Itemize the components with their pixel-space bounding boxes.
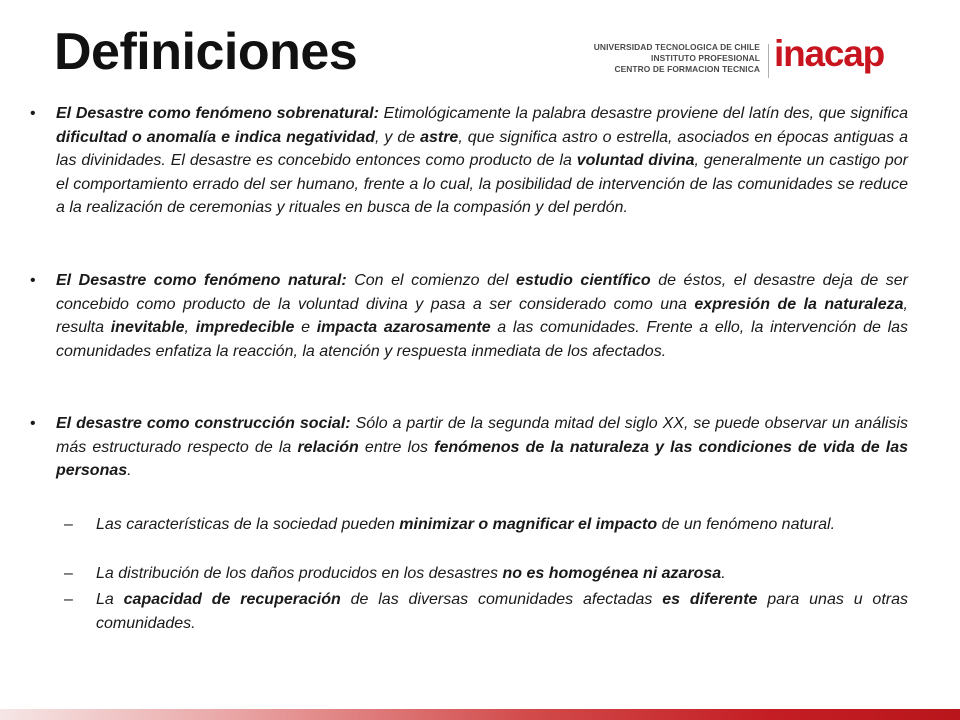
sub-bullet-marker: – <box>64 516 73 533</box>
inacap-brand-logo: inacap <box>774 33 885 74</box>
logo-divider <box>768 44 769 78</box>
page-title: Definiciones <box>54 23 358 81</box>
bullet-marker: • <box>30 105 36 122</box>
university-name-block <box>592 42 760 74</box>
bullet-paragraph: El Desastre como fenómeno natural: Con el comienzo del estudio científico de éstos, el desastre deja de ser concebido como producto de la voluntad divina y pasa a ser considerado como una expresión de la naturaleza, resulta inevitable, impredecible e impacta azarosamente a las comunidades. Frente a ello, la intervención de las comunidades enfatiza la reacción, la atención y respuesta inmediata de los afectados. <box>56 272 909 360</box>
bullet-marker: • <box>30 272 36 289</box>
sub-bullet-paragraph: La capacidad de recuperación de las diversas comunidades afectadas es diferente para unas u otras comunidades. <box>96 591 909 632</box>
sub-bullet-paragraph: Las características de la sociedad pueden minimizar o magnificar el impacto de un fenómeno natural. <box>96 516 836 533</box>
bullet-paragraph: El desastre como construcción social: Sólo a partir de la segunda mitad del siglo XX, se puede observar un análisis más estructurado respecto de la relación entre los fenómenos de la naturaleza y las condiciones de vida de las personas. <box>56 415 908 479</box>
sub-bullet-marker: – <box>64 565 73 582</box>
university-line: CENTRO DE FORMACION TECNICA <box>614 63 760 74</box>
university-line: UNIVERSIDAD TECNOLOGICA DE CHILE <box>593 42 760 52</box>
university-line: INSTITUTO PROFESIONAL <box>651 52 760 63</box>
bullet-paragraph: El Desastre como fenómeno sobrenatural: Etimológicamente la palabra desastre proviene del latín des, que significa dificultad o anomalía e indica negatividad, y de astre, que significa astro o estrella, asociados en épocas antiguas a las divinidades. El desastre es concebido entonces como producto de la voluntad divina, generalmente un castigo por el comportamiento errado del ser humano, frente a lo cual, la posibilidad de intervención de las comunidades se reduce a la realización de ceremonias y rituales en busca de la compasión y del perdón. <box>56 105 909 216</box>
sub-bullet-paragraph: La distribución de los daños producidos en los desastres no es homogénea ni azarosa. <box>96 565 726 582</box>
footer-accent-bar <box>0 709 960 720</box>
bullet-marker: • <box>30 415 36 432</box>
institution-logo <box>592 33 912 82</box>
sub-bullet-marker: – <box>64 591 73 608</box>
